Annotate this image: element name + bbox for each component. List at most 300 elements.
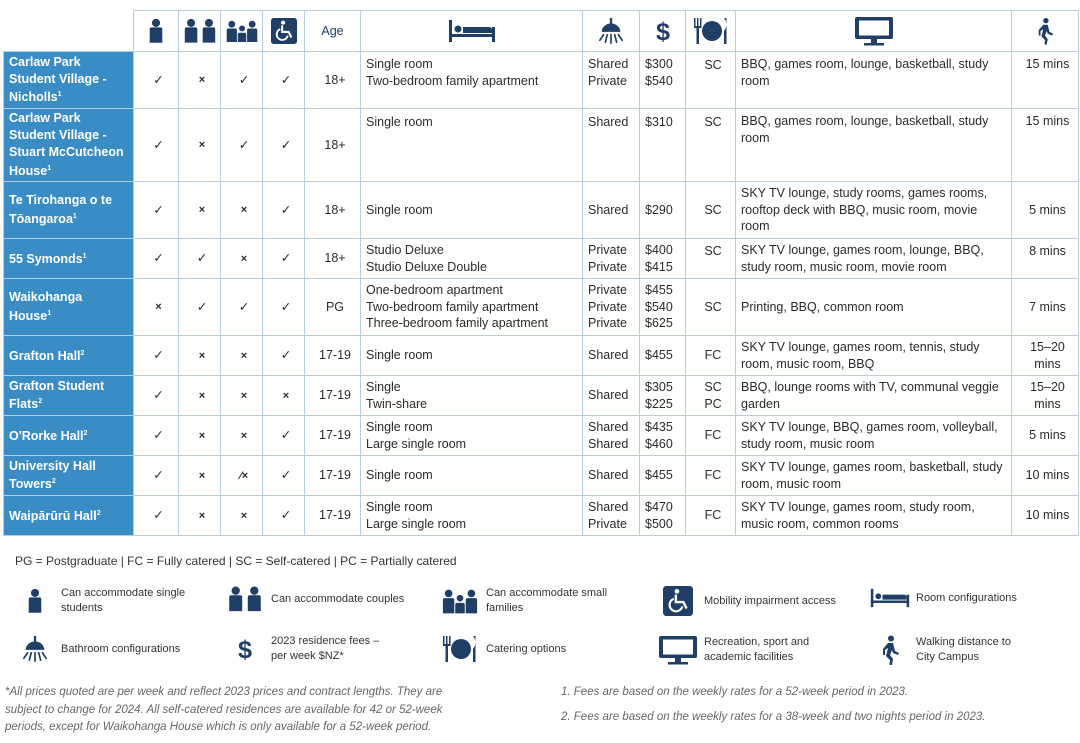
families-cell — [221, 456, 263, 496]
age-value: 17-19 — [319, 388, 351, 403]
walking-cell — [1012, 279, 1079, 336]
price-note-line: *All prices quoted are per week and reflect 2023 prices and contract lengths. They are — [5, 686, 443, 698]
legend-icon-wrap — [15, 634, 55, 664]
couples-cell — [179, 239, 221, 279]
walking-cell — [1012, 182, 1079, 239]
residence-name-text: Towers — [9, 477, 52, 492]
age-cell — [305, 456, 361, 496]
walking-line: mins — [1034, 396, 1061, 411]
facility-line: room, music room, BBQ — [741, 356, 875, 371]
couples-mark: × — [198, 429, 206, 442]
walking-line: 7 mins — [1029, 299, 1066, 314]
footnote-marker: 2 — [51, 478, 56, 486]
age-value: 18+ — [324, 72, 346, 87]
families-cell — [221, 496, 263, 536]
couples-mark: × — [198, 139, 206, 152]
fee-value: $435 — [645, 419, 673, 434]
bathroom-type: Private — [588, 242, 627, 257]
header-age: Age — [305, 11, 361, 52]
price-note — [5, 684, 442, 737]
facility-line: BBQ, games room, lounge, basketball, study — [741, 114, 989, 128]
walking-line: 10 mins — [1025, 468, 1070, 483]
shower-icon — [21, 634, 49, 664]
couples-cell — [179, 52, 221, 109]
family-icon — [225, 19, 259, 43]
age-cell — [305, 376, 361, 416]
residence-name-text: Stuart McCutcheon — [9, 144, 124, 159]
legend-item — [870, 634, 1011, 666]
facility-line: room — [741, 219, 770, 234]
legend-item — [15, 634, 180, 664]
walking-line: 10 mins — [1025, 508, 1070, 523]
residence-name-text: Carlaw Park — [9, 111, 81, 126]
legend-icon-wrap — [225, 635, 265, 663]
price-note-line: subject to change for 2024. All self-catered residences are available for 42 or 52-week — [5, 703, 443, 716]
catering-cell — [686, 182, 736, 239]
families-cell — [221, 182, 263, 239]
single-cell — [134, 336, 179, 376]
legend-label — [916, 635, 1011, 665]
fees-cell — [640, 52, 686, 109]
bathroom-cell — [583, 109, 640, 182]
age-value: PG — [325, 299, 345, 314]
room-type: Studio Deluxe — [366, 242, 444, 257]
legend-label-line: Can accommodate small — [486, 587, 608, 599]
families-cell — [221, 239, 263, 279]
facility-line: room — [741, 130, 770, 145]
room-type: One-bedroom apartment — [366, 282, 503, 297]
residences-table — [3, 10, 1079, 536]
bathroom-type: Private — [588, 299, 627, 314]
couples-mark: × — [198, 469, 206, 482]
mobility-mark: ✓ — [280, 72, 292, 87]
residence-name-line — [9, 474, 133, 493]
facility-line: SKY TV lounge, study rooms, games rooms, — [741, 185, 988, 200]
families-mark: × — [240, 204, 248, 217]
fees-cell — [640, 182, 686, 239]
fee-value: $415 — [645, 259, 673, 274]
residence-name — [4, 182, 134, 239]
residence-name — [4, 239, 134, 279]
fee-value: $400 — [645, 242, 673, 257]
legend-label-line: Room configurations — [916, 591, 1017, 604]
residence-name-line — [9, 161, 133, 180]
legend-item — [658, 586, 836, 616]
room-type: Large single room — [366, 516, 467, 531]
table-row — [4, 279, 1079, 336]
bathroom-type: Private — [588, 73, 627, 88]
single-cell — [134, 239, 179, 279]
families-mark: × — [240, 252, 248, 265]
header-fees — [640, 11, 686, 52]
families-cell — [221, 52, 263, 109]
residence-name-text: Student Village - — [9, 71, 107, 86]
single-cell — [134, 279, 179, 336]
residence-name-text: Nicholls — [9, 90, 58, 105]
facilities-cell — [736, 182, 1012, 239]
residence-name-line — [9, 144, 133, 161]
legend-item — [225, 586, 404, 612]
dollar-icon — [236, 635, 254, 663]
bed-icon — [448, 19, 496, 43]
catering-cell — [686, 239, 736, 279]
mobility-mark: ✓ — [280, 137, 292, 152]
residence-name-line — [9, 209, 133, 228]
mobility-cell — [263, 52, 305, 109]
mobility-cell — [263, 279, 305, 336]
residence-name-line — [9, 346, 133, 365]
bathroom-type: Shared — [588, 436, 629, 451]
facilities-cell — [736, 376, 1012, 416]
bathroom-type: Shared — [588, 388, 629, 403]
catering-cell — [686, 109, 736, 182]
single-cell — [134, 376, 179, 416]
legend-item — [870, 586, 1017, 610]
facility-line: study room, music room, movie room — [741, 259, 947, 274]
walking-cell — [1012, 336, 1079, 376]
header-rooms — [361, 11, 583, 52]
fee-value: $455 — [645, 468, 673, 483]
single-mark: ✓ — [153, 72, 164, 87]
fees-cell — [640, 109, 686, 182]
legend-label-line: Can accommodate single — [61, 587, 186, 599]
facility-line: SKY TV lounge, games room, basketball, study — [741, 459, 1003, 474]
catering-value: FC — [704, 348, 722, 363]
mobility-cell — [263, 496, 305, 536]
dollar-icon — [654, 17, 672, 45]
couples-mark: × — [198, 349, 206, 362]
mobility-cell — [263, 416, 305, 456]
legend-label-line: Walking distance to — [916, 636, 1011, 648]
residence-name-line — [9, 192, 133, 209]
facility-line: music room, common rooms — [741, 516, 899, 531]
fee-value: $540 — [645, 73, 673, 88]
single-mark: ✓ — [153, 251, 164, 266]
residence-name-line — [9, 54, 133, 71]
residence-name-line — [9, 306, 133, 325]
header-facilities — [736, 11, 1012, 52]
legend-item — [225, 634, 379, 664]
fees-cell — [640, 416, 686, 456]
residence-name-text: Carlaw Park — [9, 54, 81, 69]
legend-icon-wrap — [870, 586, 910, 610]
bathroom-type: Shared — [588, 57, 629, 71]
residence-name-line — [9, 394, 133, 413]
catering-cell — [686, 416, 736, 456]
couple-icon — [227, 586, 263, 612]
bathroom-cell — [583, 279, 640, 336]
legend-item — [440, 634, 566, 664]
legend-item — [15, 586, 185, 616]
age-cell — [305, 336, 361, 376]
residence-name-line — [9, 71, 133, 88]
catering-value: SC — [704, 58, 722, 72]
fee-value: $500 — [645, 516, 673, 531]
facility-line: SKY TV lounge, games room, study room, — [741, 499, 975, 514]
age-value: 17-19 — [319, 428, 351, 443]
families-cell — [221, 416, 263, 456]
facility-line: room — [741, 73, 770, 88]
catering-cell — [686, 336, 736, 376]
mobility-cell — [263, 336, 305, 376]
legend-label-line: 2023 residence fees – — [271, 635, 380, 647]
room-type: Single room — [366, 202, 433, 217]
walking-cell — [1012, 239, 1079, 279]
legend-item — [658, 634, 809, 666]
catering-value: FC — [704, 428, 722, 443]
facility-line: study room, music room — [741, 436, 875, 451]
abbreviations-key: PG = Postgraduate | FC = Fully catered | SC = Self-catered | PC = Partially catered — [15, 554, 457, 568]
facility-line: SKY TV lounge, games room, lounge, BBQ, — [741, 242, 984, 257]
residence-name-line — [9, 289, 133, 306]
mobility-cell — [263, 182, 305, 239]
couples-cell — [179, 336, 221, 376]
families-mark: × — [240, 509, 248, 522]
catering-icon — [440, 634, 480, 664]
couples-cell — [179, 496, 221, 536]
fee-value: $470 — [645, 499, 673, 514]
families-mark: × — [240, 429, 248, 442]
family-icon — [441, 587, 479, 615]
single-mark: ✓ — [153, 428, 164, 443]
header-bathroom — [583, 11, 640, 52]
families-mark: × — [240, 349, 248, 362]
rooms-cell — [361, 52, 583, 109]
legend-icon-wrap — [870, 634, 910, 666]
residence-name-text: Tōangaroa — [9, 212, 73, 227]
couples-cell — [179, 279, 221, 336]
age-value: 18+ — [324, 137, 346, 152]
age-cell — [305, 496, 361, 536]
couples-mark: × — [198, 204, 206, 217]
legend-label-line: Bathroom configurations — [61, 642, 181, 655]
legend-icon-wrap — [658, 634, 698, 666]
catering-cell — [686, 52, 736, 109]
single-cell — [134, 456, 179, 496]
facilities-cell — [736, 239, 1012, 279]
room-type: Single room — [366, 115, 433, 129]
facility-line: garden — [741, 396, 780, 411]
residence-name-line — [9, 506, 133, 525]
walking-cell — [1012, 109, 1079, 182]
rooms-cell — [361, 336, 583, 376]
catering-value: SC — [704, 244, 722, 258]
legend-label — [61, 586, 185, 616]
bathroom-cell — [583, 496, 640, 536]
legend-label-line: Recreation, sport and — [704, 636, 810, 648]
legend-label — [916, 591, 1017, 606]
rooms-cell — [361, 279, 583, 336]
catering-cell — [686, 279, 736, 336]
walking-line: 15 mins — [1025, 57, 1070, 71]
families-mark: × — [240, 389, 248, 402]
families-mark: ⁄× — [239, 469, 249, 482]
legend-icon-wrap — [15, 588, 55, 614]
residence-name — [4, 109, 134, 182]
fee-value: $225 — [645, 396, 673, 411]
age-value: 17-19 — [319, 348, 351, 363]
footnote-1: 1. Fees are based on the weekly rates for a 52-week period in 2023. — [561, 686, 909, 698]
legend-label — [486, 586, 607, 616]
residence-name — [4, 456, 134, 496]
rooms-cell — [361, 109, 583, 182]
facility-line: room, music room — [741, 476, 842, 491]
age-value: 18+ — [324, 202, 346, 217]
footnote-marker: 1 — [82, 253, 87, 261]
bathroom-type: Private — [588, 282, 627, 297]
residence-name-line — [9, 110, 133, 127]
mobility-mark: × — [282, 389, 290, 402]
single-mark: ✓ — [153, 388, 164, 403]
single-cell — [134, 182, 179, 239]
mobility-cell — [263, 376, 305, 416]
facility-line: rooftop deck with BBQ, music room, movie — [741, 202, 978, 217]
mobility-mark: ✓ — [280, 299, 292, 314]
single-person-icon — [26, 588, 44, 614]
couples-mark: × — [198, 509, 206, 522]
monitor-icon — [854, 16, 894, 46]
wheelchair-icon — [663, 586, 693, 616]
residence-name-line — [9, 127, 133, 144]
bathroom-type: Shared — [588, 499, 629, 514]
catering-cell — [686, 376, 736, 416]
bathroom-type: Shared — [588, 468, 629, 483]
single-mark: ✓ — [153, 202, 164, 217]
fee-value: $290 — [645, 202, 673, 217]
footnote-marker: 2 — [80, 350, 85, 358]
single-cell — [134, 496, 179, 536]
residence-name-text: House — [9, 309, 48, 324]
residence-name — [4, 416, 134, 456]
residence-name-text: Te Tirohanga o te — [9, 193, 113, 208]
legend-label-line: City Campus — [916, 651, 979, 663]
walking-line: 5 mins — [1029, 428, 1066, 443]
families-mark: ✓ — [238, 137, 250, 152]
footnote-marker: 2 — [38, 398, 43, 406]
couples-mark: ✓ — [196, 251, 208, 266]
bathroom-type: Private — [588, 259, 627, 274]
residence-name-text: Grafton Student — [9, 378, 105, 393]
couples-cell — [179, 416, 221, 456]
facilities-cell — [736, 336, 1012, 376]
room-type: Single room — [366, 499, 433, 514]
residence-name-text: Waipārūrū Hall — [9, 509, 97, 524]
legend-label-line: per week $NZ* — [271, 650, 344, 662]
room-type: Single room — [366, 468, 433, 483]
header-mobility — [263, 11, 305, 52]
fee-value: $455 — [645, 348, 673, 363]
fee-value: $300 — [645, 57, 673, 71]
table-row — [4, 376, 1079, 416]
legend-label — [271, 592, 404, 607]
residence-name-text: Flats — [9, 397, 39, 412]
facility-line: BBQ, games room, lounge, basketball, study — [741, 57, 989, 71]
bathroom-type: Shared — [588, 419, 629, 434]
catering-icon — [691, 16, 731, 46]
legend-label-line: Mobility impairment access — [704, 594, 837, 607]
facilities-cell — [736, 52, 1012, 109]
legend-label — [271, 634, 379, 664]
rooms-cell — [361, 376, 583, 416]
room-type: Twin-share — [366, 396, 428, 411]
legend-label — [486, 642, 566, 657]
residence-name — [4, 496, 134, 536]
couples-cell — [179, 182, 221, 239]
fee-value: $455 — [645, 282, 673, 297]
age-cell — [305, 52, 361, 109]
header-families — [221, 11, 263, 52]
table-row — [4, 239, 1079, 279]
table-body — [4, 52, 1079, 536]
legend-icon-wrap — [658, 586, 698, 616]
room-type: Two-bedroom family apartment — [366, 299, 539, 314]
rooms-cell — [361, 182, 583, 239]
age-cell — [305, 109, 361, 182]
walking-icon — [880, 634, 900, 666]
families-cell — [221, 336, 263, 376]
fee-value: $540 — [645, 299, 673, 314]
residence-name-text: University Hall — [9, 458, 96, 473]
catering-cell — [686, 456, 736, 496]
age-cell — [305, 416, 361, 456]
mobility-mark: ✓ — [280, 428, 292, 443]
catering-value: FC — [704, 508, 722, 523]
bathroom-cell — [583, 182, 640, 239]
residence-name — [4, 52, 134, 109]
fees-cell — [640, 279, 686, 336]
legend — [0, 548, 1080, 743]
fee-value: $625 — [645, 316, 673, 331]
fees-cell — [640, 376, 686, 416]
single-cell — [134, 52, 179, 109]
footnote-marker: 2 — [96, 510, 101, 518]
bathroom-type: Shared — [588, 202, 629, 217]
header-couples — [179, 11, 221, 52]
header-catering — [686, 11, 736, 52]
table-row — [4, 336, 1079, 376]
age-value: 17-19 — [319, 508, 351, 523]
catering-value: SC — [704, 115, 722, 129]
couples-cell — [179, 456, 221, 496]
couples-mark: × — [198, 389, 206, 402]
rooms-cell — [361, 239, 583, 279]
bathroom-cell — [583, 239, 640, 279]
table-row — [4, 182, 1079, 239]
table-row — [4, 496, 1079, 536]
bed-icon — [870, 586, 910, 610]
age-value: 18+ — [324, 251, 346, 266]
mobility-cell — [263, 109, 305, 182]
room-type: Large single room — [366, 436, 467, 451]
legend-label-line: families — [486, 602, 524, 614]
legend-icon-wrap — [225, 586, 265, 612]
residence-name — [4, 336, 134, 376]
residence-name — [4, 376, 134, 416]
legend-label-line: Catering options — [486, 642, 567, 655]
legend-label-line: students — [61, 602, 103, 614]
facility-line: SKY TV lounge, BBQ, games room, volleyball, — [741, 419, 998, 434]
residence-name-line — [9, 249, 133, 268]
single-person-icon — [147, 18, 165, 44]
single-mark: ✓ — [153, 348, 164, 363]
fee-value: $460 — [645, 436, 673, 451]
families-cell — [221, 376, 263, 416]
walking-cell — [1012, 416, 1079, 456]
age-cell — [305, 279, 361, 336]
legend-icon-wrap — [440, 634, 480, 664]
room-type: Single room — [366, 348, 433, 363]
mobility-mark: ✓ — [280, 348, 292, 363]
